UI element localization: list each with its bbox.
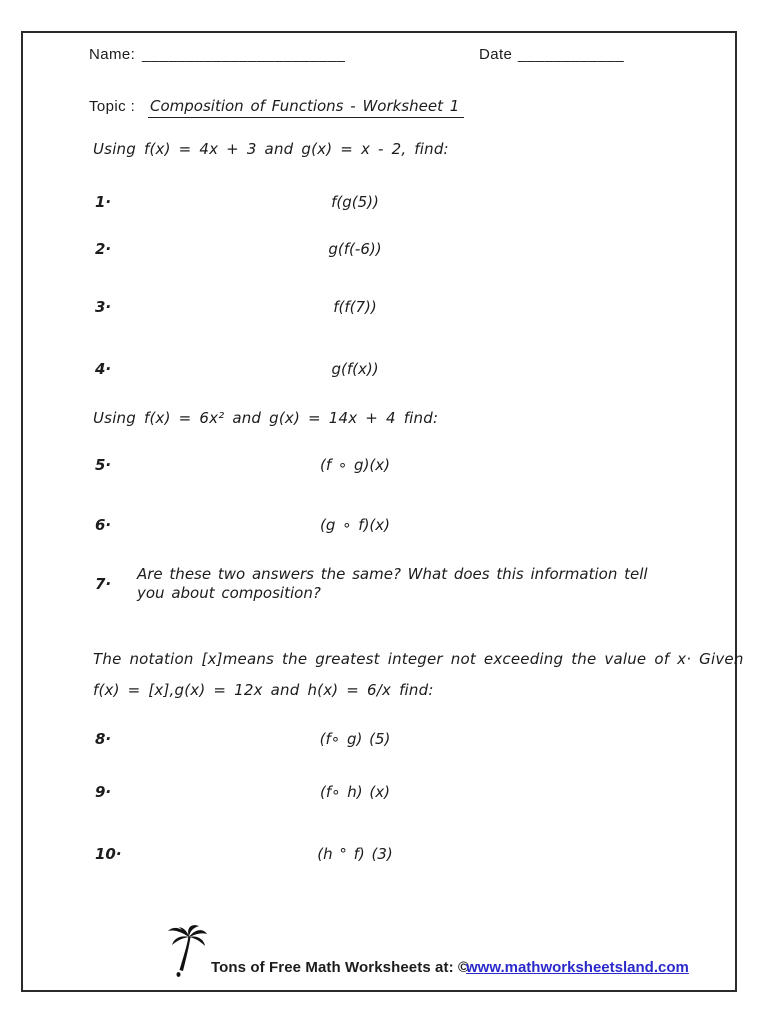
problem-number: 5· xyxy=(95,456,112,474)
problem-expression: (h ° f) (3) xyxy=(317,845,393,863)
problem-expression: (g ∘ f)(x) xyxy=(319,516,390,534)
problem-number: 7· xyxy=(95,575,112,593)
footer-credit-text: Tons of Free Math Worksheets at: © xyxy=(211,959,470,976)
topic-title: Composition of Functions - Worksheet 1 xyxy=(148,97,464,118)
name-label: Name: xyxy=(89,46,136,63)
problem-expression: f(f(7)) xyxy=(333,298,377,316)
palm-tree-icon xyxy=(166,925,208,977)
topic-label: Topic : xyxy=(89,98,136,115)
problem-number: 8· xyxy=(95,730,112,748)
problem-expression: f(g(5)) xyxy=(331,193,379,211)
notation-line1: The notation [x]means the greatest integer not exceeding the value of x· Given xyxy=(93,650,744,668)
date-blank-line: ____________ xyxy=(518,46,625,63)
footer-website-link[interactable]: www.mathworksheetsland.com xyxy=(466,959,689,976)
instruction-set1: Using f(x) = 4x + 3 and g(x) = x - 2, find: xyxy=(93,140,449,158)
name-blank-line: _______________________ xyxy=(142,46,346,63)
problem-expression: g(f(x)) xyxy=(331,360,379,378)
problem-expression: (f ∘ g)(x) xyxy=(319,456,390,474)
problem-number: 1· xyxy=(95,193,112,211)
problem-question-text: Are these two answers the same? What does this information tell you about composition? xyxy=(137,565,648,602)
problem-number: 10· xyxy=(95,845,122,863)
instruction-set2: Using f(x) = 6x² and g(x) = 14x + 4 find: xyxy=(93,409,439,427)
problem-number: 4· xyxy=(95,360,112,378)
problem-number: 9· xyxy=(95,783,112,801)
problem-expression: g(f(-6)) xyxy=(328,240,382,258)
problem-number: 6· xyxy=(95,516,112,534)
problem-number: 3· xyxy=(95,298,112,316)
date-label: Date xyxy=(479,46,513,63)
problem-expression: (f∘ h) (x) xyxy=(320,783,390,801)
problem-expression: (f∘ g) (5) xyxy=(319,730,391,748)
problem-number: 2· xyxy=(95,240,112,258)
notation-line2: f(x) = [x],g(x) = 12x and h(x) = 6/x find: xyxy=(93,681,434,699)
